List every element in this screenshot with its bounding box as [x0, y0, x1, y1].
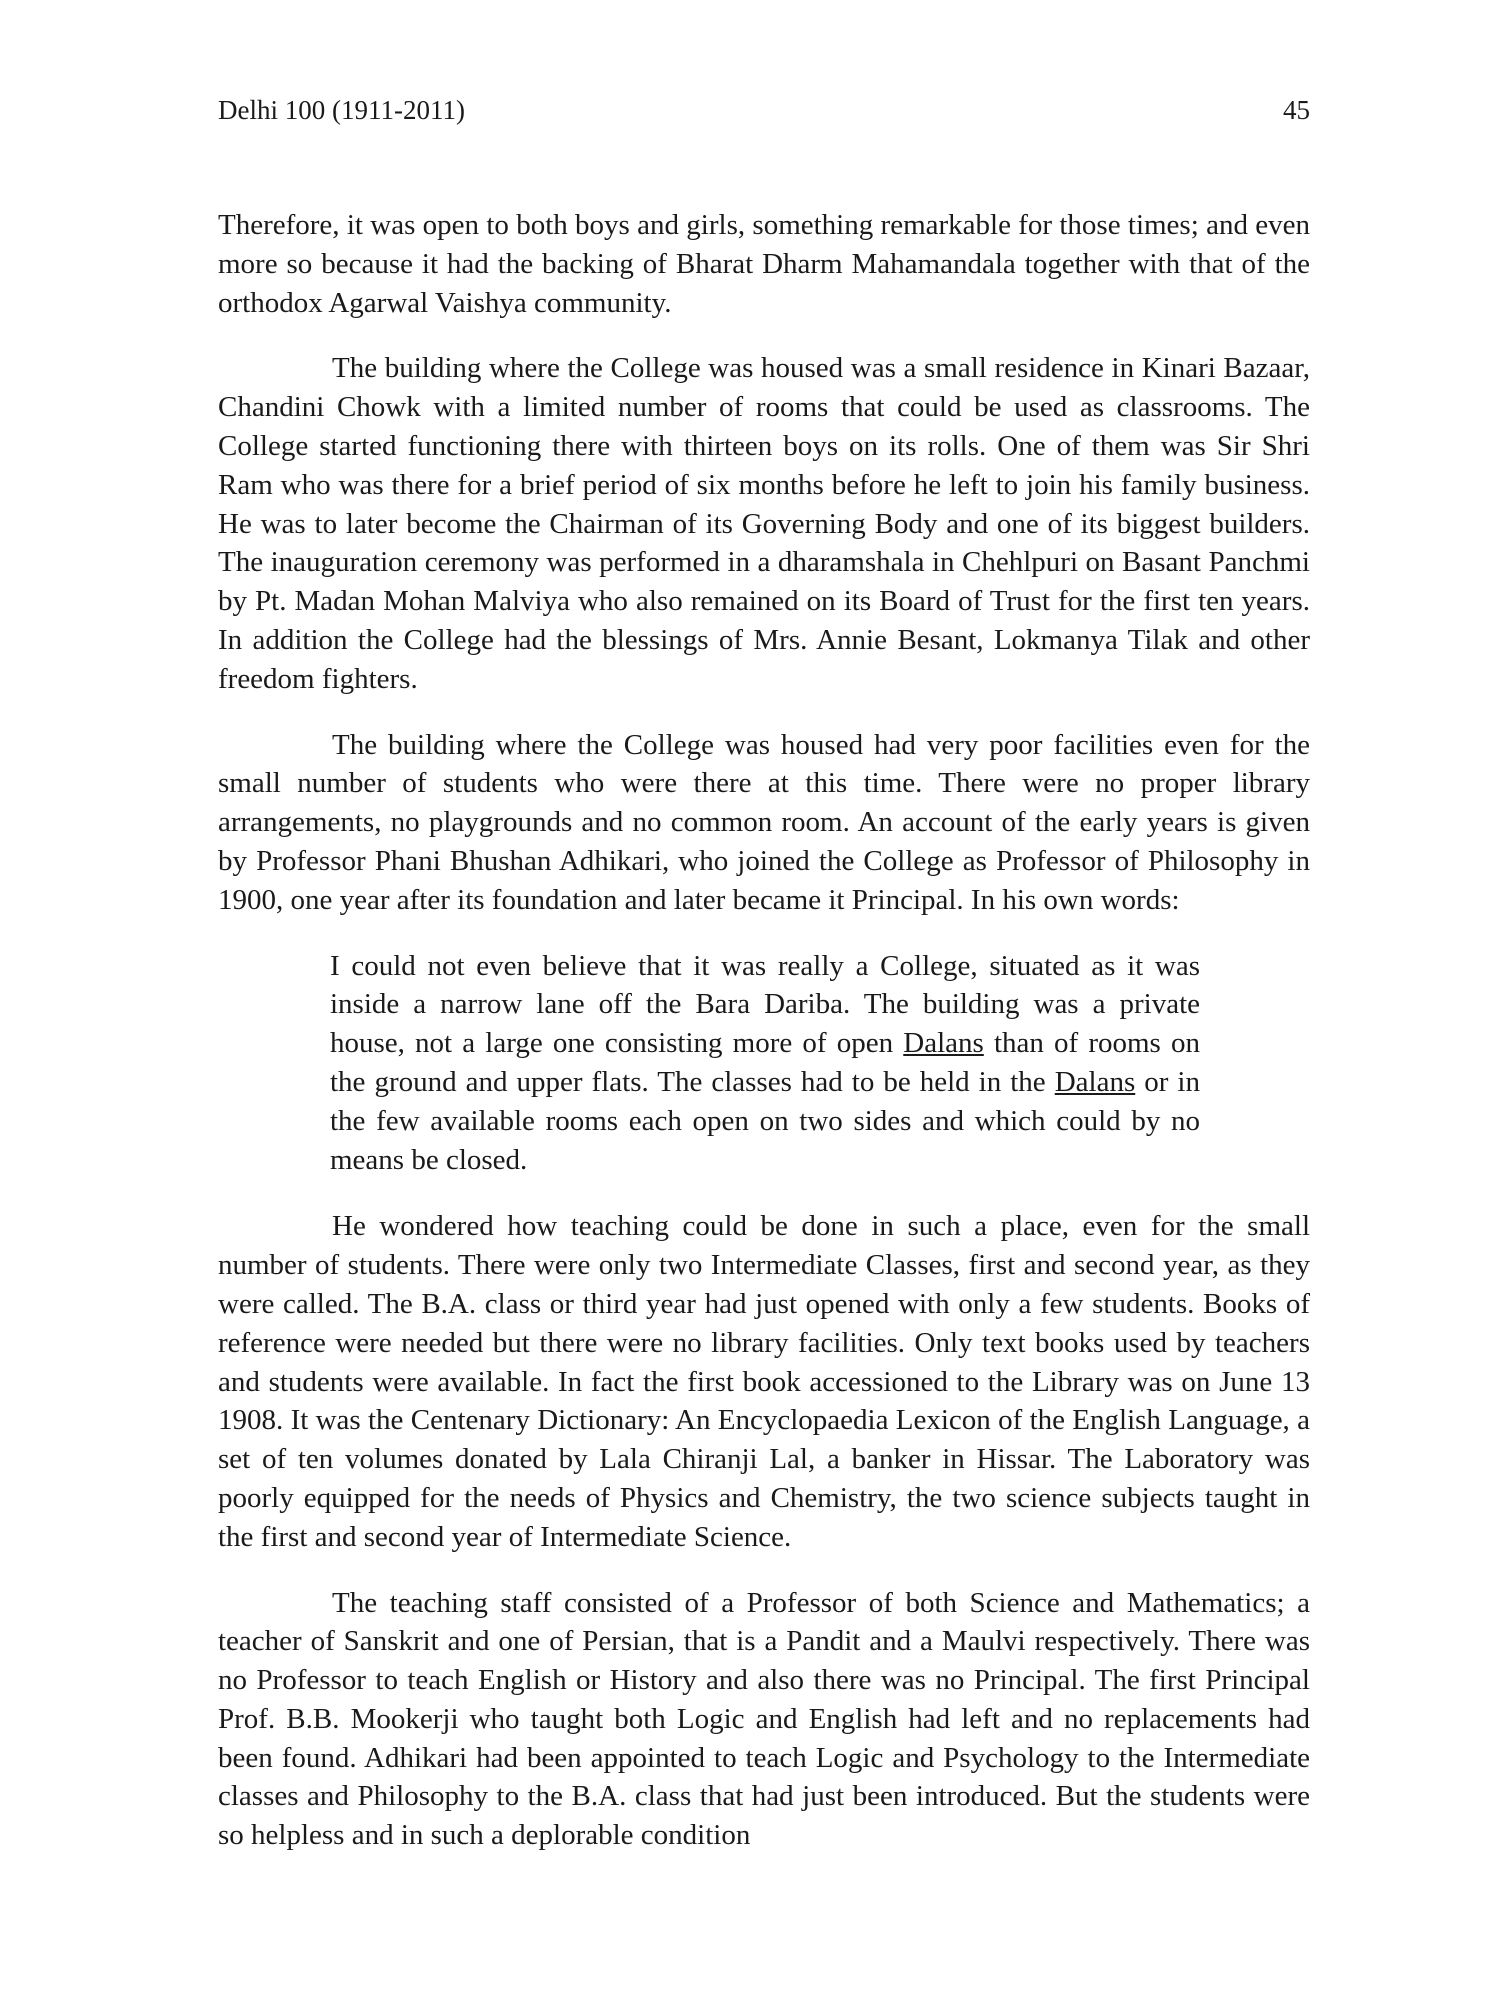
- book-title: Delhi 100 (1911-2011): [218, 95, 465, 125]
- paragraph-1: Therefore, it was open to both boys and girls, something remarkable for those times; and even more so because it had the backing of Bharat Dharm Mahamandala together with that of the orthodox Agarwal Vaishya community.: [218, 209, 1310, 319]
- block-quote: [218, 947, 1200, 1180]
- paragraph-2: The building where the College was housed was a small residence in Kinari Bazaar, Chandini Chowk with a limited number of rooms that could be used as classrooms. The College started functioning there with thirteen boys on its rolls. One of them was Sir Shri Ram who was there for a brief period of six months before he left to join his family business. He was to later become the Chairman of its Governing Body and one of its biggest builders. The inauguration ceremony was performed in a dharamshala in Chehlpuri on Basant Panchmi by Pt. Madan Mohan Malviya who also remained on its Board of Trust for the first ten years. In addition the College had the blessings of Mrs. Annie Besant, Lokmanya Tilak and other freedom fighters.: [218, 352, 1310, 695]
- paragraph-3: The building where the College was housed had very poor facilities even for the small number of students who were there at this time. There were no proper library arrangements, no playgrounds and no common room. An account of the early years is given by Professor Phani Bhushan Adhikari, who joined the College as Professor of Philosophy in 1900, one year after its foundation and later became it Principal. In his own words:: [218, 728, 1310, 916]
- running-header: [218, 92, 1310, 128]
- quote-text-3: or in the few available rooms each open on two sides and which could by no means be closed.: [330, 1065, 1200, 1176]
- quote-text-2: than of rooms on the ground and upper flats. The classes had to be held in the: [330, 1027, 1200, 1098]
- body-text: [218, 206, 1310, 1882]
- quote-term-dalans-2: Dalans: [1054, 1065, 1136, 1098]
- quote-text-1: I could not even believe that it was really a College, situated as it was inside a narrow lane off the Bara Dariba. The building was a private house, not a large one consisting more of open: [330, 949, 1200, 1060]
- quote-term-dalans-1: Dalans: [903, 1027, 984, 1060]
- paragraph-4: He wondered how teaching could be done in such a place, even for the small number of students. There were only two Intermediate Classes, first and second year, as they were called. The B.A. class or third year had just opened with only a few students. Books of reference were needed but there were no library facilities. Only text books used by teachers and students were available. In fact the first book accessioned to the Library was on June 13 1908. It was the Centenary Dictionary: An Encyclopaedia Lexicon of the English Language, a set of ten volumes donated by Lala Chiranji Lal, a banker in Hissar. The Laboratory was poorly equipped for the needs of Physics and Chemistry, the two science subjects taught in the first and second year of Intermediate Science.: [218, 1210, 1310, 1553]
- page-number: 45: [1283, 95, 1310, 125]
- paragraph-5: The teaching staff consisted of a Professor of both Science and Mathematics; a teacher of Sanskrit and one of Persian, that is a Pandit and a Maulvi respectively. There was no Professor to teach English or History and also there was no Principal. The first Principal Prof. B.B. Mookerji who taught both Logic and English had left and no replacements had been found. Adhikari had been appointed to teach Logic and Psychology to the Intermediate classes and Philosophy to the B.A. class that had just been introduced. But the students were so helpless and in such a deplorable condition: [218, 1586, 1310, 1852]
